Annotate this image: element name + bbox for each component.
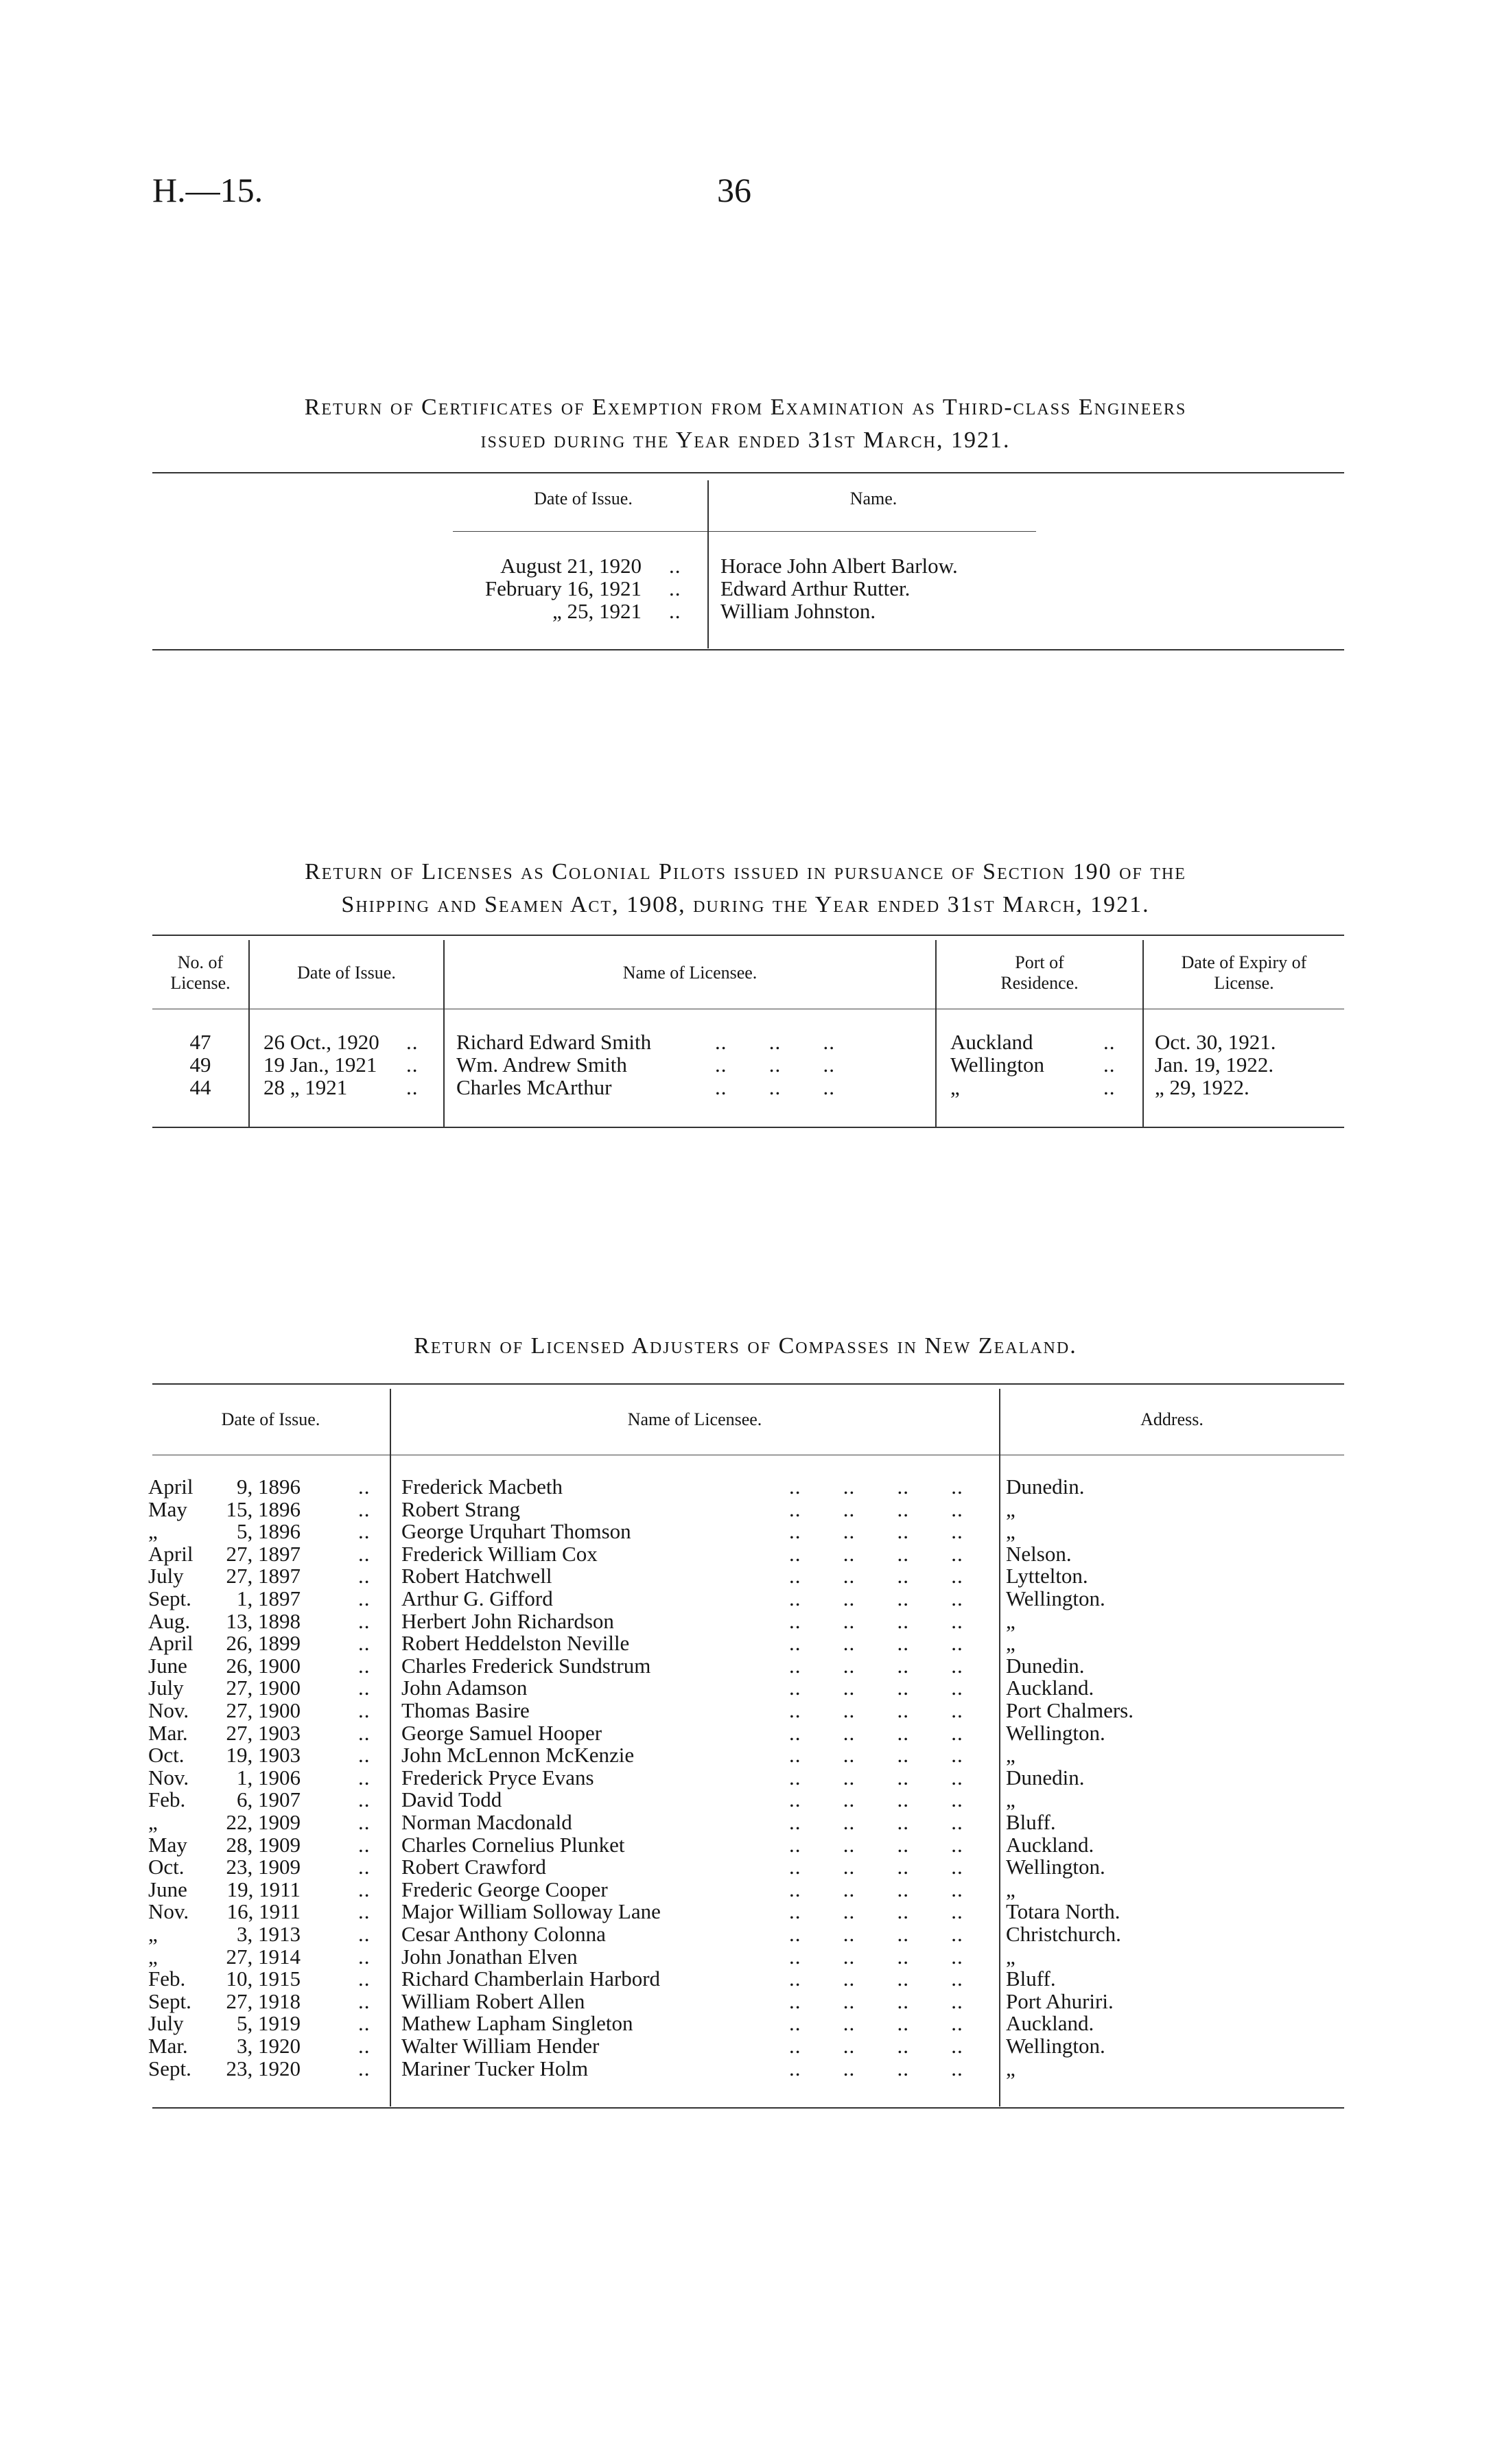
leader-dots: .. [358,1899,371,1923]
adjuster-issue-month: Sept. [148,1989,191,2013]
adjuster-issue-day: 6, 1907 [237,1787,301,1811]
pilots-col-name: Name of Licensee. [622,963,758,983]
leader-dots: .. .. .. .. [789,1654,963,1678]
leader-dots: .. [358,1497,371,1521]
adjuster-address: „ [1006,1787,1015,1811]
leader-dots: .. [358,1564,371,1588]
pilot-port: Auckland [950,1030,1033,1054]
adjuster-licensee-name: Norman Macdonald [401,1810,572,1834]
leader-dots: .. [358,1721,371,1745]
adjuster-issue-month: Oct. [148,1743,185,1767]
adjuster-address: Wellington. [1006,1721,1105,1745]
leader-dots: .. [406,1053,419,1077]
pilot-expiry-date: Oct. 30, 1921. [1155,1030,1276,1054]
adjuster-licensee-name: John Adamson [401,1676,528,1700]
adjuster-issue-month: July [148,2011,184,2035]
adjuster-issue-month: Sept. [148,2056,191,2080]
leader-dots: .. .. .. .. [789,1922,963,1946]
leader-dots: .. .. .. .. [789,1676,963,1700]
adjuster-issue-month: Feb. [148,1787,186,1811]
adjuster-licensee-name: George Samuel Hooper [401,1721,602,1745]
adjuster-address: Auckland. [1006,2011,1094,2035]
leader-dots: .. .. .. .. [789,2011,963,2035]
adjuster-issue-month: April [148,1631,193,1655]
leader-dots: .. .. .. .. [789,1810,963,1834]
adjuster-address: „ [1006,1945,1015,1969]
adjuster-issue-month: Mar. [148,2034,188,2058]
leader-dots: .. .. .. .. [789,1787,963,1811]
adjuster-issue-month: July [148,1564,184,1588]
engineers-title-line1: Return of Certificates of Exemption from Examination as Third-class Engineers [304,395,1187,420]
adjuster-issue-month: April [148,1542,193,1566]
adjuster-address: Totara North. [1006,1899,1120,1923]
engineers-table-bottom-rule [152,649,1344,650]
adjuster-issue-day: 3, 1920 [237,2034,301,2058]
adjuster-licensee-name: Charles Frederick Sundstrum [401,1654,651,1678]
leader-dots: .. .. .. .. [789,1564,963,1588]
adjuster-address: Auckland. [1006,1833,1094,1857]
adjuster-issue-month: „ [148,1945,158,1969]
leader-dots: .. [358,1989,371,2013]
leader-dots: .. [669,599,681,623]
adjuster-issue-day: 3, 1913 [237,1922,301,1946]
adjuster-issue-day: 28, 1909 [226,1833,301,1857]
pilots-col-expiry-line2: License. [1214,973,1274,993]
adjuster-address: Bluff. [1006,1810,1056,1834]
leader-dots: .. [358,1609,371,1633]
leader-dots: .. [358,1743,371,1767]
adjusters-col-address: Address. [1140,1409,1204,1429]
pilot-license-no: 47 [189,1030,211,1054]
adjuster-licensee-name: David Todd [401,1787,502,1811]
adjuster-issue-month: Nov. [148,1698,189,1722]
adjuster-address: „ [1006,1497,1015,1521]
adjuster-address: „ [1006,1631,1015,1655]
adjuster-licensee-name: William Robert Allen [401,1989,585,2013]
adjuster-address: Wellington. [1006,1586,1105,1610]
leader-dots: .. [358,1676,371,1700]
pilot-licensee-name: Charles McArthur [456,1075,612,1099]
pilot-licensee-name: Wm. Andrew Smith [456,1053,627,1077]
adjuster-address: „ [1006,1519,1015,1543]
pilot-license-no: 49 [189,1053,211,1077]
engineer-issue-date: February 16, 1921 [484,576,642,600]
adjuster-issue-day: 1, 1906 [237,1765,301,1790]
adjuster-address: „ [1006,1877,1015,1901]
pilots-col-divider-3 [935,940,937,1127]
adjuster-issue-month: Mar. [148,1721,188,1745]
pilots-col-port-line1: Port of [1015,952,1064,972]
adjuster-issue-day: 23, 1920 [226,2056,301,2080]
pilot-licensee-name: Richard Edward Smith [456,1030,652,1054]
adjusters-col-date: Date of Issue. [221,1409,320,1429]
adjuster-licensee-name: George Urquhart Thomson [401,1519,631,1543]
adjuster-address: Port Chalmers. [1006,1698,1134,1722]
leader-dots: .. [358,2056,371,2080]
leader-dots: .. [1103,1053,1116,1077]
adjuster-address: Lyttelton. [1006,1564,1088,1588]
adjuster-address: „ [1006,1609,1015,1633]
adjuster-issue-month: May [148,1497,187,1521]
leader-dots: .. .. .. .. [789,1542,963,1566]
pilots-col-port [937,952,1142,994]
adjuster-licensee-name: Thomas Basire [401,1698,530,1722]
pilot-issue-date: 28 „ 1921 [263,1075,348,1099]
leader-dots: .. .. .. .. [789,1967,963,1991]
adjusters-col-name: Name of Licensee. [627,1409,762,1429]
leader-dots: .. [358,1698,371,1722]
leader-dots: .. [1103,1075,1116,1099]
adjuster-licensee-name: Arthur G. Gifford [401,1586,553,1610]
adjuster-licensee-name: Frederick Macbeth [401,1475,563,1499]
adjuster-address: Nelson. [1006,1542,1072,1566]
adjuster-licensee-name: Herbert John Richardson [401,1609,614,1633]
adjuster-address: Dunedin. [1006,1654,1085,1678]
adjuster-issue-day: 10, 1915 [226,1967,301,1991]
pilots-table-bottom-rule [152,1127,1344,1128]
leader-dots: .. .. .. .. [789,1609,963,1633]
adjuster-issue-day: 27, 1914 [226,1945,301,1969]
adjuster-issue-day: 23, 1909 [226,1855,301,1879]
leader-dots: .. .. .. .. [789,1945,963,1969]
adjuster-issue-day: 27, 1897 [226,1564,301,1588]
leader-dots: .. .. .. .. [789,1877,963,1901]
pilots-col-no-line1: No. of [177,952,224,972]
leader-dots: .. .. .. .. [789,1765,963,1790]
adjuster-issue-day: 9, 1896 [237,1475,301,1499]
adjuster-issue-month: „ [148,1519,158,1543]
adjuster-issue-day: 22, 1909 [226,1810,301,1834]
adjuster-licensee-name: Frederic George Cooper [401,1877,608,1901]
leader-dots: .. [358,1810,371,1834]
pilot-port: Wellington [950,1053,1044,1077]
adjuster-issue-month: Nov. [148,1899,189,1923]
leader-dots: .. .. .. [715,1053,835,1077]
engineers-title-line2: issued during the Year ended 31st March, 1921. [480,427,1011,453]
leader-dots: .. [358,1542,371,1566]
adjuster-issue-day: 13, 1898 [226,1609,301,1633]
pilots-col-port-line2: Residence. [1000,973,1079,993]
leader-dots: .. [358,1519,371,1543]
leader-dots: .. .. .. .. [789,1519,963,1543]
adjuster-issue-month: June [148,1654,187,1678]
engineer-name: Horace John Albert Barlow. [720,554,958,578]
leader-dots: .. .. .. .. [789,1743,963,1767]
leader-dots: .. [669,554,681,578]
adjuster-issue-day: 15, 1896 [226,1497,301,1521]
leader-dots: .. [669,576,681,600]
pilots-table-top-rule [152,935,1344,936]
adjuster-issue-month: July [148,1676,184,1700]
page-reference: H.—15. [152,171,263,209]
pilot-expiry-date: Jan. 19, 1922. [1155,1053,1274,1077]
leader-dots: .. [358,1945,371,1969]
adjuster-licensee-name: John Jonathan Elven [401,1945,578,1969]
adjuster-issue-day: 26, 1900 [226,1654,301,1678]
adjuster-issue-day: 27, 1897 [226,1542,301,1566]
adjuster-address: Bluff. [1006,1967,1056,1991]
pilot-issue-date: 26 Oct., 1920 [263,1030,379,1054]
adjuster-licensee-name: Walter William Hender [401,2034,600,2058]
adjuster-address: Wellington. [1006,1855,1105,1879]
leader-dots: .. [406,1030,419,1054]
pilots-col-no-line2: License. [170,973,231,993]
leader-dots: .. [1103,1030,1116,1054]
adjuster-licensee-name: Frederick Pryce Evans [401,1765,594,1790]
adjuster-issue-day: 27, 1900 [226,1676,301,1700]
leader-dots: .. .. .. .. [789,1899,963,1923]
adjuster-issue-month: April [148,1475,193,1499]
pilot-license-no: 44 [189,1075,211,1099]
adjusters-col-divider-2 [999,1389,1000,2107]
leader-dots: .. .. .. .. [789,1586,963,1610]
leader-dots: .. [406,1075,419,1099]
leader-dots: .. [358,1787,371,1811]
adjuster-licensee-name: Robert Heddelston Neville [401,1631,630,1655]
adjuster-issue-day: 1, 1897 [237,1586,301,1610]
adjuster-address: Dunedin. [1006,1765,1085,1790]
adjusters-title: Return of Licensed Adjusters of Compasses in New Zealand. [414,1333,1077,1359]
leader-dots: .. [358,1654,371,1678]
leader-dots: .. [358,1631,371,1655]
leader-dots: .. [358,1833,371,1857]
leader-dots: .. .. .. .. [789,1989,963,2013]
adjuster-address: „ [1006,1743,1015,1767]
adjuster-issue-day: 16, 1911 [226,1899,301,1923]
page-number: 36 [717,171,751,209]
leader-dots: .. [358,1855,371,1879]
adjuster-licensee-name: Mariner Tucker Holm [401,2056,589,2080]
leader-dots: .. .. .. .. [789,1475,963,1499]
leader-dots: .. [358,1765,371,1790]
engineers-col-divider [707,480,709,648]
pilots-title-line2: Shipping and Seamen Act, 1908, during the Year ended 31st March, 1921. [341,892,1150,917]
adjuster-address: Dunedin. [1006,1475,1085,1499]
adjuster-address: Wellington. [1006,2034,1105,2058]
leader-dots: .. [358,2034,371,2058]
adjuster-licensee-name: Frederick William Cox [401,1542,598,1566]
engineers-col-date: Date of Issue. [534,489,633,508]
adjuster-address: Auckland. [1006,1676,1094,1700]
leader-dots: .. .. .. .. [789,1855,963,1879]
adjuster-address: Port Ahuriri. [1006,1989,1114,2013]
pilots-title-line1: Return of Licenses as Colonial Pilots issued in pursuance of Section 190 of the [305,859,1186,884]
adjusters-col-divider-1 [390,1389,391,2107]
adjuster-licensee-name: Robert Hatchwell [401,1564,552,1588]
leader-dots: .. .. .. [715,1075,835,1099]
engineer-name: William Johnston. [720,599,876,623]
adjuster-licensee-name: Richard Chamberlain Harbord [401,1967,661,1991]
adjuster-licensee-name: Major William Solloway Lane [401,1899,661,1923]
adjuster-issue-day: 19, 1903 [226,1743,301,1767]
adjuster-issue-month: Sept. [148,1586,191,1610]
adjuster-issue-month: June [148,1877,187,1901]
adjuster-licensee-name: Charles Cornelius Plunket [401,1833,625,1857]
leader-dots: .. .. .. .. [789,2034,963,2058]
adjuster-issue-day: 5, 1896 [237,1519,301,1543]
adjuster-licensee-name: John McLennon McKenzie [401,1743,635,1767]
engineers-table-top-rule [152,472,1344,473]
leader-dots: .. .. .. .. [789,1497,963,1521]
adjuster-issue-month: Nov. [148,1765,189,1790]
adjuster-issue-month: Oct. [148,1855,185,1879]
adjuster-issue-month: Aug. [148,1609,191,1633]
leader-dots: .. .. .. .. [789,1833,963,1857]
leader-dots: .. [358,1475,371,1499]
engineers-col-name: Name. [849,489,897,508]
leader-dots: .. [358,1967,371,1991]
pilot-expiry-date: „ 29, 1922. [1155,1075,1249,1099]
adjuster-issue-day: 26, 1899 [226,1631,301,1655]
pilots-col-divider-2 [443,940,445,1127]
leader-dots: .. .. .. .. [789,1698,963,1722]
adjusters-table-bottom-rule [152,2107,1344,2109]
leader-dots: .. .. .. .. [789,1631,963,1655]
adjuster-licensee-name: Cesar Anthony Colonna [401,1922,606,1946]
pilot-issue-date: 19 Jan., 1921 [263,1053,377,1077]
adjuster-licensee-name: Robert Crawford [401,1855,546,1879]
adjusters-table-top-rule [152,1383,1344,1385]
adjuster-licensee-name: Robert Strang [401,1497,521,1521]
adjuster-address: „ [1006,2056,1015,2080]
pilot-port: „ [950,1075,960,1099]
adjuster-licensee-name: Mathew Lapham Singleton [401,2011,633,2035]
pilots-col-divider-1 [248,940,250,1127]
engineer-issue-date: „ 25, 1921 [552,599,642,623]
adjuster-issue-month: Feb. [148,1967,186,1991]
adjuster-issue-day: 27, 1900 [226,1698,301,1722]
engineer-issue-date: August 21, 1920 [500,554,642,578]
adjuster-issue-day: 27, 1918 [226,1989,301,2013]
adjuster-issue-day: 5, 1919 [237,2011,301,2035]
adjuster-issue-day: 19, 1911 [226,1877,301,1901]
adjuster-issue-month: May [148,1833,187,1857]
pilots-col-date: Date of Issue. [297,963,396,983]
leader-dots: .. [358,1922,371,1946]
pilots-col-expiry [1144,952,1344,994]
leader-dots: .. .. .. .. [789,2056,963,2080]
pilots-col-no [152,952,248,994]
engineer-name: Edward Arthur Rutter. [720,576,911,600]
adjuster-issue-day: 27, 1903 [226,1721,301,1745]
pilots-col-divider-4 [1142,940,1144,1127]
leader-dots: .. [358,1586,371,1610]
pilots-col-expiry-line1: Date of Expiry of [1181,952,1307,972]
leader-dots: .. .. .. .. [789,1721,963,1745]
leader-dots: .. [358,1877,371,1901]
adjuster-address: Christchurch. [1006,1922,1121,1946]
adjuster-issue-month: „ [148,1922,158,1946]
leader-dots: .. .. .. [715,1030,835,1054]
leader-dots: .. [358,2011,371,2035]
adjuster-issue-month: „ [148,1810,158,1834]
engineers-header-rule [453,531,1036,532]
